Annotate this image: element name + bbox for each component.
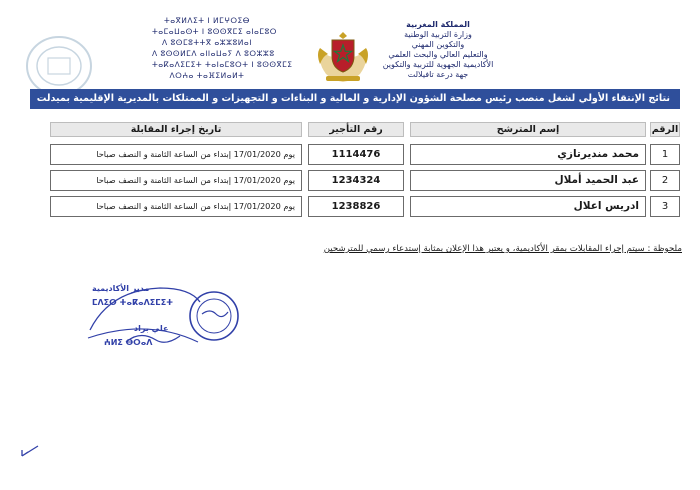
header-tifinagh-line: ⵜⴰⵎⴰⵡⴰⵙⵜ ⵏ ⵓⵙⵙⴳⵎⵉ ⴰⵏⴰⵎⵓⵔ — [152, 27, 277, 36]
header-date: تاريخ إجراء المقابلة — [50, 122, 302, 137]
cell-id: 1238826 — [308, 196, 404, 217]
signature-name-tifinagh: ⵄⵍⵉ ⴱⵔⴰⴷ — [104, 338, 153, 347]
header-arabic-line: المملكة المغربية — [406, 20, 470, 29]
cell-date: يوم 17/01/2020 إبتداء من الساعة الثامنة و النصف صباحا — [50, 170, 302, 191]
cell-id: 1114476 — [308, 144, 404, 165]
cell-number: 1 — [650, 144, 680, 165]
cell-date: يوم 17/01/2020 إبتداء من الساعة الثامنة و النصف صباحا — [50, 144, 302, 165]
results-table — [30, 122, 680, 222]
table-row — [30, 144, 680, 165]
signature-title-tifinagh: ⵎⴷⵉⵔ ⵜⴰⴽⴰⴷⵉⵎⵉⵜ — [92, 298, 174, 307]
header-tifinagh-line: ⵜⴰⴽⴰⴷⵉⵎⵉⵜ ⵜⴰⵏⴰⵎⵓⵔⵜ ⵏ ⵓⵙⵙⴳⵎⵉ — [152, 60, 293, 69]
cell-name: ادريس اعلال — [410, 196, 646, 217]
signature-stamp — [86, 280, 256, 360]
header-tifinagh-line: ⴷⵔⵄⴰ ⵜⴰⴼⵉⵍⴰⵍⵜ — [169, 71, 245, 80]
header-arabic-line: والتعليم العالي والبحث العلمي — [388, 50, 488, 59]
header-tifinagh-line: ⵜⴰⴳⵍⴷⵉⵜ ⵏ ⵍⵎⵖⵔⵉⴱ — [164, 16, 250, 25]
signature-name-arabic: علي براد — [134, 324, 169, 333]
coat-of-arms-emblem — [312, 28, 374, 84]
header-tifinagh-line: ⴷ ⵓⵙⵙⵍⵎⴷ ⴰⵏⵏⴰⵡⴰⵢ ⴷ ⵓⵔⵣⵣⵓ — [152, 49, 275, 58]
table-row — [30, 196, 680, 217]
cell-id: 1234324 — [308, 170, 404, 191]
cell-date: يوم 17/01/2020 إبتداء من الساعة الثامنة و النصف صباحا — [50, 196, 302, 217]
header-arabic-line: جهة درعة تافيلالت — [407, 70, 469, 79]
header-arabic-line: وزارة التربية الوطنية — [404, 30, 472, 39]
table-row — [30, 170, 680, 191]
cell-name: عبد الحميد أملال — [410, 170, 646, 191]
header-arabic — [372, 20, 504, 80]
note-text — [242, 244, 682, 254]
header-tifinagh-line: ⴷ ⵓⵙⵎⵓⵜⵜⴳ ⴰⵣⵣⵓⵍⴰⵏ — [162, 38, 252, 47]
cell-number: 2 — [650, 170, 680, 191]
cell-number: 3 — [650, 196, 680, 217]
note-content: ملحوظة : سيتم إجراء المقابلات بمقر الأكاديمية، و يعتبر هذا الإعلان بمثابة إستدعاء رسمي للمترشحين — [323, 244, 682, 254]
pen-mark — [18, 442, 44, 460]
title-banner: نتائج الإنتقاء الأولي لشغل منصب رئيس مصلحة الشؤون الإدارية و المالية و البناءات و التجهيزات و الممتلكات بالمديرية الإقليمية بميدلت — [30, 89, 680, 109]
header-number: الرقم — [651, 124, 679, 135]
header-name: إسم المترشح — [410, 122, 646, 137]
cell-name: محمد منديرتازي — [410, 144, 646, 165]
table-header-row — [30, 122, 680, 137]
signature-title-arabic: مدير الأكاديمية — [92, 284, 150, 293]
header-arabic-line: الأكاديمية الجهوية للتربية والتكوين — [382, 60, 494, 69]
header-tifinagh — [152, 15, 293, 81]
header-id: رقم التأجير — [308, 122, 404, 137]
header-arabic-line: والتكوين المهني — [411, 40, 465, 49]
